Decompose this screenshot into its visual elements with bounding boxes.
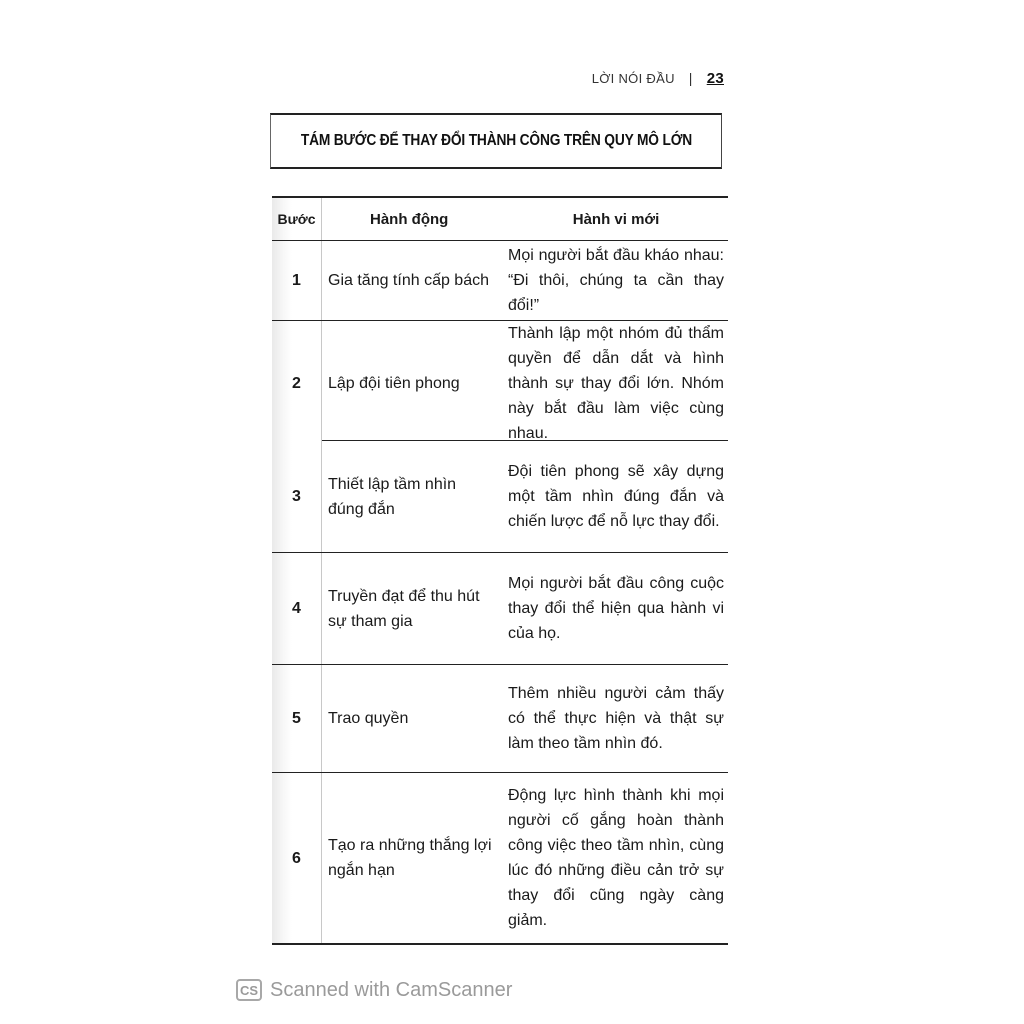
running-head-section: LỜI NÓI ĐẦU <box>591 70 675 86</box>
running-head-separator: | <box>688 70 693 86</box>
table-row <box>272 441 728 553</box>
step-behavior: Thêm nhiều người cảm thấy có thể thực hiện và thật sự làm theo tầm nhìn đó. <box>508 685 724 752</box>
step-action: Thiết lập tầm nhìn đúng đắn <box>328 475 457 518</box>
table-row <box>272 321 728 441</box>
step-action: Trao quyền <box>328 710 409 727</box>
table-row <box>272 553 728 665</box>
step-behavior: Động lực hình thành khi mọi người cố gắng hoàn thành công việc theo tầm nhìn, cùng lúc đó những điều cản trở sự thay đổi cũng ngày càng giảm. <box>508 787 724 929</box>
header-behavior: Hành vi mới <box>572 210 660 228</box>
step-behavior: Đội tiên phong sẽ xây dựng một tầm nhìn đúng đắn và chiến lược để nỗ lực thay đổi. <box>508 463 724 530</box>
watermark-text: Scanned with CamScanner <box>270 978 513 1001</box>
header-step: Bước <box>272 198 322 240</box>
steps-table <box>272 196 728 945</box>
step-number: 6 <box>272 773 322 943</box>
table-row <box>272 773 728 943</box>
table-title-box <box>270 113 722 169</box>
step-number: 5 <box>272 665 322 772</box>
step-number: 2 <box>272 321 322 446</box>
page-number: 23 <box>706 69 724 87</box>
scanner-watermark <box>236 976 512 1004</box>
step-action: Lập đội tiên phong <box>328 375 460 392</box>
camscanner-logo-icon: CS <box>236 979 262 1001</box>
header-action: Hành động <box>370 210 449 228</box>
step-behavior: Mọi người bắt đầu kháo nhau: “Đi thôi, chúng ta cần thay đổi!” <box>508 247 724 314</box>
running-head <box>560 66 724 90</box>
table-row <box>272 665 728 773</box>
table-header-row <box>272 198 728 241</box>
step-number: 4 <box>272 553 322 664</box>
step-behavior: Mọi người bắt đầu công cuộc thay đổi thể hiện qua hành vi của họ. <box>508 575 724 642</box>
table-row <box>272 241 728 321</box>
step-behavior: Thành lập một nhóm đủ thẩm quyền để dẫn dắt và hình thành sự thay đổi lớn. Nhóm này bắt đầu làm việc cùng nhau. <box>508 325 724 442</box>
step-number: 3 <box>272 441 322 552</box>
step-number: 1 <box>272 241 322 320</box>
step-action: Tạo ra những thắng lợi ngắn hạn <box>328 837 492 879</box>
step-action: Gia tăng tính cấp bách <box>328 272 489 289</box>
table-title: TÁM BƯỚC ĐỂ THAY ĐỔI THÀNH CÔNG TRÊN QUY MÔ LỚN <box>300 132 692 149</box>
step-action: Truyền đạt để thu hút sự tham gia <box>328 587 480 630</box>
